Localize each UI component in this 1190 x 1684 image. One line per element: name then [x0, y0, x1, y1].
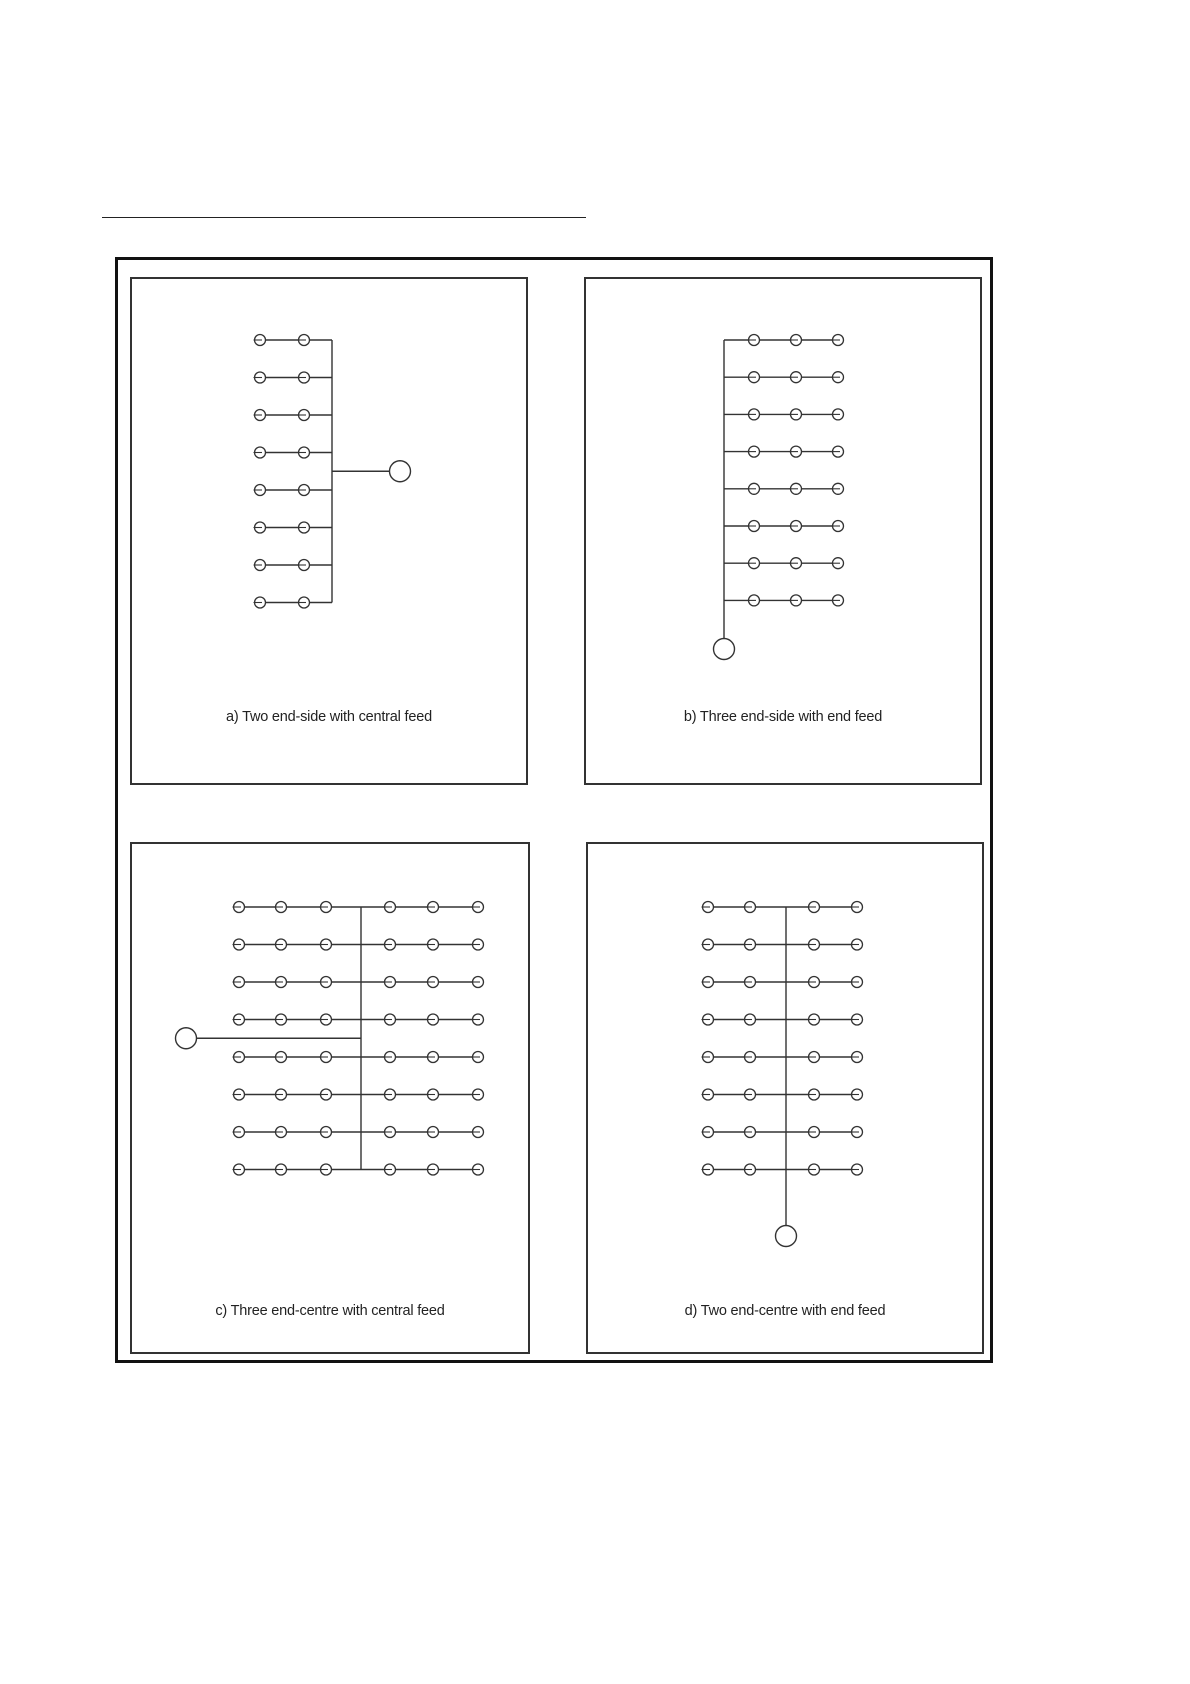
feed-valve — [776, 1226, 797, 1247]
panel-d — [586, 842, 984, 1354]
panel-c-caption: c) Three end-centre with central feed — [215, 1303, 445, 1319]
feed-valve — [176, 1028, 197, 1049]
panel-c — [130, 842, 530, 1354]
panel-c-diagram — [132, 844, 528, 1352]
feed-valve — [390, 461, 411, 482]
panel-a-diagram — [132, 279, 526, 783]
panel-d-caption: d) Two end-centre with end feed — [684, 1303, 886, 1319]
figure-frame — [115, 257, 993, 1363]
panel-b — [584, 277, 982, 785]
panel-a-caption: a) Two end-side with central feed — [226, 709, 432, 725]
panel-a — [130, 277, 528, 785]
top-rule — [102, 217, 586, 218]
panel-d-diagram — [588, 844, 982, 1352]
feed-valve — [714, 639, 735, 660]
panel-b-diagram — [586, 279, 980, 783]
panel-b-caption: b) Three end-side with end feed — [683, 709, 883, 725]
